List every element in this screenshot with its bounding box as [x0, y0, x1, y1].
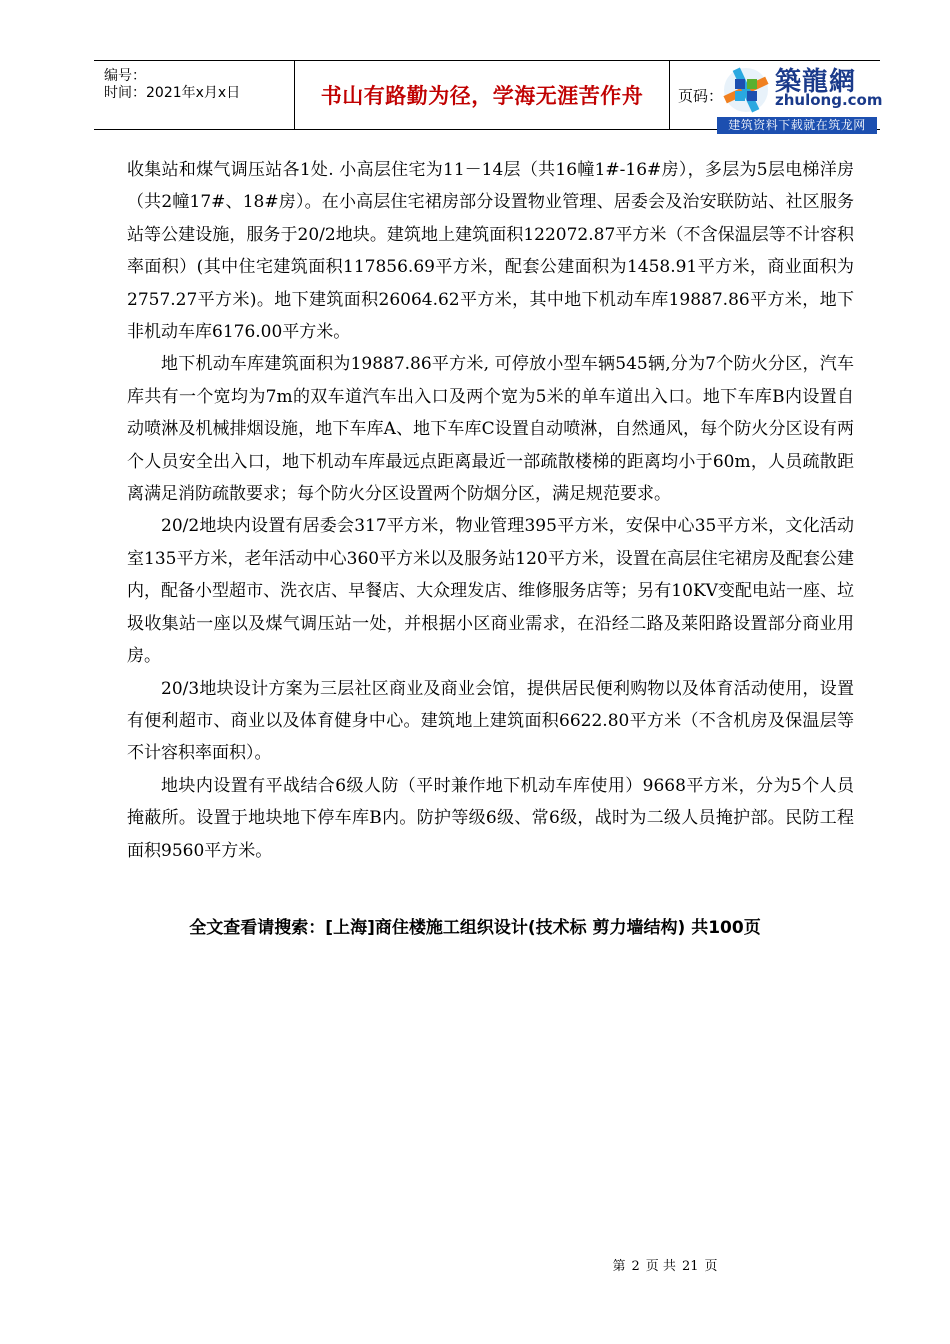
footer-total: 21	[681, 1259, 699, 1274]
number-label: 编号：	[104, 68, 146, 84]
search-hint: 全文查看请搜索：[上海]商住楼施工组织设计(技术标 剪力墙结构) 共100页	[189, 918, 761, 938]
logo-url: zhulong.com	[775, 91, 883, 109]
logo-name: 築龍網	[775, 67, 857, 97]
footer-suffix: 页	[704, 1259, 718, 1274]
header-divider	[669, 61, 670, 129]
footer-page: 2	[631, 1259, 640, 1274]
paragraph: 地块内设置有平战结合6级人防（平时兼作地下机动车库使用）9668平方米，分为5个人员掩蔽所。设置于地块地下停车库B内。防护等级6级、常6级，战时为二级人员掩护部。民防工程面积9560平方米。	[127, 775, 854, 861]
page-number-label: 页码：	[678, 86, 724, 105]
paragraph: 20/2地块内设置有居委会317平方米，物业管理395平方米，安保中心35平方米，文化活动室135平方米，老年活动中心360平方米以及服务站120平方米，设置在高层住宅裙房及配套公建内，配备小型超市、洗衣店、早餐店、大众理发店、维修服务店等；另有10KV变配电站一座、垃圾收集站一座以及煤气调压站一处，并根据小区商业需求，在沿经二路及莱阳路设置部分商业用房。	[127, 516, 854, 667]
footer-mid: 页 共	[645, 1259, 676, 1274]
logo-tagline: 建筑资料下载就在筑龙网	[717, 117, 877, 134]
document-body	[127, 154, 854, 867]
time-label: 时间：2021年x月x日	[104, 85, 241, 101]
header-meta	[94, 61, 294, 129]
header-motto: 书山有路勤为径，学海无涯苦作舟	[320, 84, 644, 108]
zhulong-logo	[717, 63, 883, 135]
paragraph: 地下机动车库建筑面积为19887.86平方米, 可停放小型车辆545辆,分为7个防火分区，汽车库共有一个宽均为7m的双车道汽车出入口及两个宽为5米的单车道出入口。地下车库B内设置自动喷淋及机械排烟设施，地下车库A、地下车库C设置自动喷淋，自然通风，每个防火分区设有两个人员安全出入口，地下机动车库最远点距离最近一部疏散楼梯的距离均小于60m，人员疏散距离满足消防疏散要求；每个防火分区设置两个防烟分区，满足规范要求。	[127, 354, 854, 505]
paragraph: 收集站和煤气调压站各1处. 小高层住宅为11－14层（共16幢1#-16#房），多层为5层电梯洋房（共2幢17#、18#房）。在小高层住宅裙房部分设置物业管理、居委会及治安联防站、社区服务站等公建设施，服务于20/2地块。建筑地上建筑面积122072.87平方米（不含保温层等不计容积率面积）(其中住宅建筑面积117856.69平方米，配套公建面积为1458.91平方米，商业面积为2757.27平方米)。地下建筑面积26064.62平方米，其中地下机动车库19887.86平方米，地下非机动车库6176.00平方米。	[127, 160, 854, 343]
page-footer	[0, 1255, 950, 1274]
footer-prefix: 第	[612, 1259, 626, 1274]
paragraph: 20/3地块设计方案为三层社区商业及商业会馆，提供居民便利购物以及体育活动使用，设置有便利超市、商业以及体育健身中心。建筑地上建筑面积6622.80平方米（不含机房及保温层等不计容积率面积）。	[127, 678, 854, 764]
logo-emblem-icon	[717, 63, 775, 117]
